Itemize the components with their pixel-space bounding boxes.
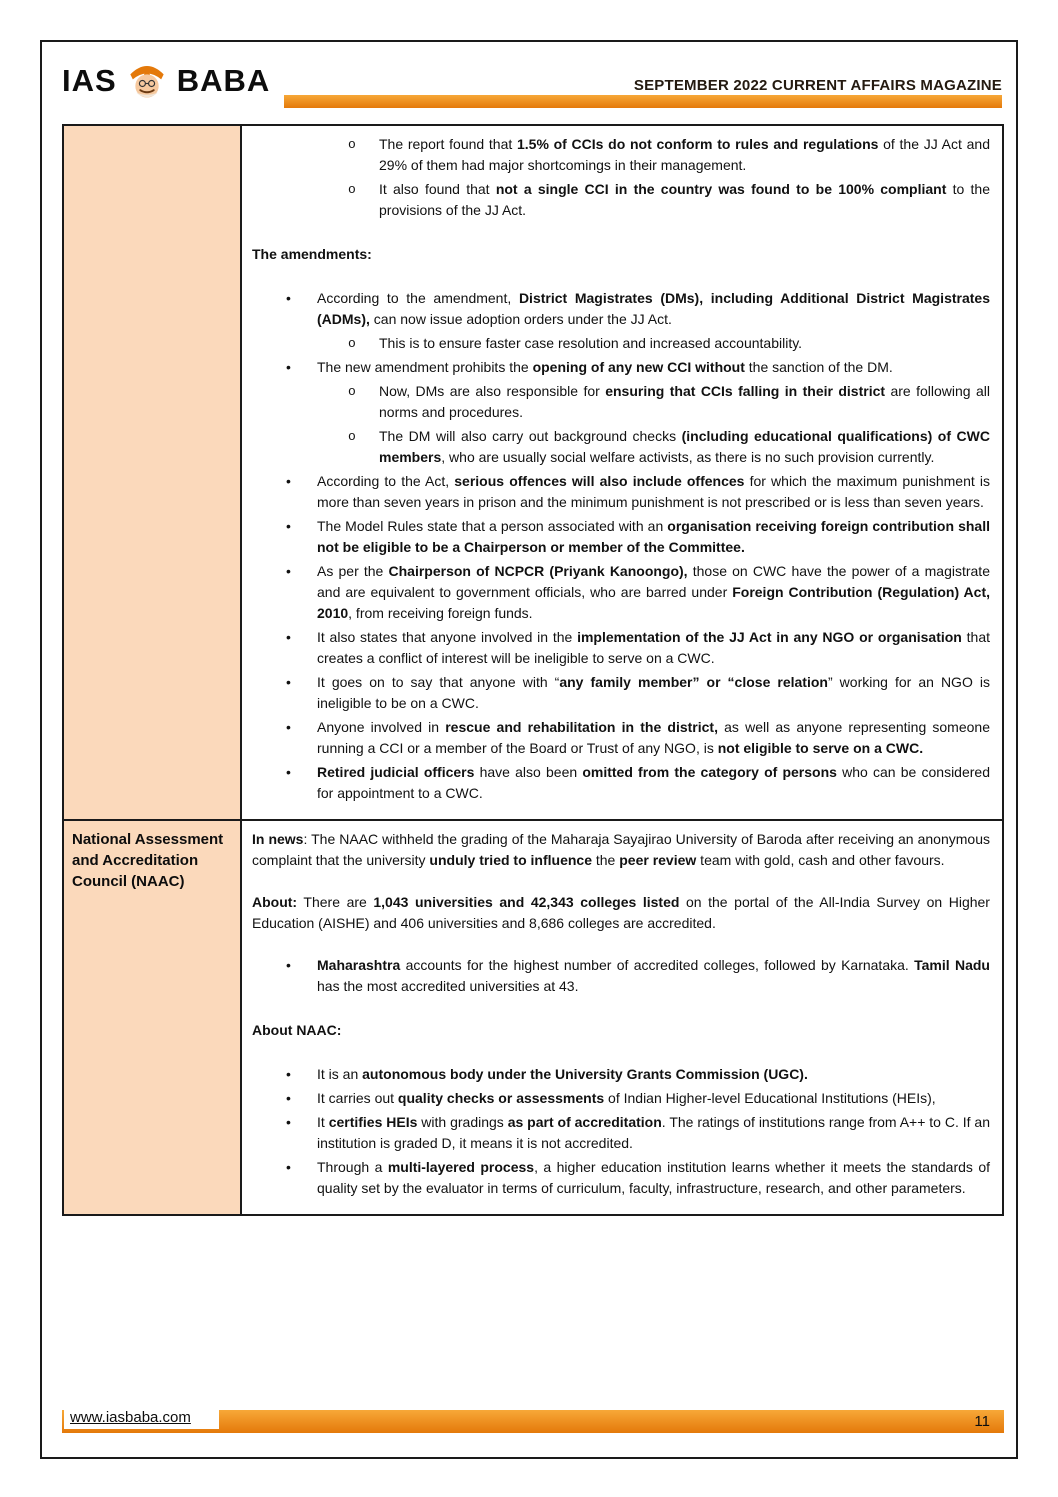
circle-bullet-marker: o [348,182,356,197]
text-content: Through a multi-layered process, a higher education institution learns whether it meets the standards of quality set by the evaluator in terms of curriculum, faculty, infrastructure, research, and other parameters. [317,1159,991,1196]
disc-bullet-marker: • [286,473,291,489]
bullet-item [286,627,990,669]
text-content: The report found that 1.5% of CCIs do not conform to rules and regulations of the JJ Act and 29% of them had major shortcomings in their management. [379,136,990,173]
text-content: It goes on to say that anyone with “any family member” or “close relation” working for an NGO is ineligible to be on a CWC. [317,674,990,711]
text-content: As per the Chairperson of NCPCR (Priyank Kanoongo), those on CWC have the power of a magistrate and are equivalent to government officials, who are barred under Foreign Contribution (Regulation) Act, 2010, from receiving foreign funds. [317,563,991,621]
logo-text-ias: IAS [62,63,117,98]
page [40,40,1018,1459]
bullet-item [286,1064,990,1085]
bullet-item [286,471,990,513]
bullet-item [286,717,990,759]
bullet-item [286,955,990,997]
sub-bullet-item [348,179,990,221]
bullet-item [286,288,990,330]
text-content: The amendments: [252,246,372,262]
table-row [64,126,1002,819]
disc-bullet-marker: • [286,518,291,534]
text-content: This is to ensure faster case resolution and increased accountability. [379,335,803,351]
bullet-item [286,762,990,804]
circle-bullet-marker: o [348,137,356,152]
disc-bullet-marker: • [286,957,291,973]
bullet-item [286,561,990,624]
disc-bullet-marker: • [286,290,291,306]
table-row [64,819,1002,1214]
text-content: The new amendment prohibits the opening of any new CCI without the sanction of the DM. [317,359,893,375]
circle-bullet-marker: o [348,384,356,399]
iasbaba-mascot-icon [122,56,172,106]
header [42,42,1016,108]
header-accent-bar [284,95,1002,108]
bullet-item [286,1157,990,1199]
disc-bullet-marker: • [286,764,291,780]
header-right [284,77,1002,108]
disc-bullet-marker: • [286,359,291,375]
sub-bullet-item [348,134,990,176]
bullet-item [286,1088,990,1109]
text-content: It also found that not a single CCI in the country was found to be 100% compliant to the provisions of the JJ Act. [379,181,991,218]
text-content: About: There are 1,043 universities and 42,343 colleges listed on the portal of the All-India Survey on Higher Education (AISHE) and 406 universities and 8,686 colleges are accredited. [252,894,990,931]
circle-bullet-marker: o [348,336,356,351]
text-content: Anyone involved in rescue and rehabilitation in the district, as well as anyone representing someone running a CCI or a member of the Board or Trust of any NGO, is not eligible to serve on a CWC. [317,719,990,756]
magazine-title: SEPTEMBER 2022 CURRENT AFFAIRS MAGAZINE [633,77,1002,94]
text-content: About NAAC: [252,1022,342,1038]
page-number: 11 [974,1413,990,1430]
disc-bullet-marker: • [286,629,291,645]
sub-bullet-item [348,426,990,468]
paragraph [252,829,990,871]
topic-cell [64,126,242,819]
disc-bullet-marker: • [286,1159,291,1175]
topic-title: National Assessment and Accreditation Council (NAAC) [72,831,224,890]
text-content: In news: The NAAC withheld the grading of the Maharaja Sayajirao University of Baroda after receiving an anonymous complaint that the university unduly tried to influence the peer review team with gold, cash and other favours. [252,831,990,868]
section-heading [252,1020,990,1041]
circle-bullet-marker: o [348,429,356,444]
logo-text-baba: BABA [176,63,271,98]
disc-bullet-marker: • [286,1066,291,1082]
text-content: Maharashtra accounts for the highest number of accredited colleges, followed by Karnataka. Tamil Nadu has the most accredited universities at 43. [317,957,990,994]
content-cell [242,821,1002,1214]
text-content: According to the amendment, District Magistrates (DMs), including Additional District Magistrates (ADMs), can now issue adoption orders under the JJ Act. [317,290,990,327]
bullet-item [286,1112,990,1154]
text-content: According to the Act, serious offences will also include offences for which the maximum punishment is more than seven years in prison and the minimum punishment is not prescribed or is less than seven years. [317,473,990,510]
bullet-item [286,516,990,558]
text-content: Now, DMs are also responsible for ensuring that CCIs falling in their district are following all norms and procedures. [379,383,990,420]
disc-bullet-marker: • [286,674,291,690]
text-content: It also states that anyone involved in the implementation of the JJ Act in any NGO or organisation that creates a conflict of interest will be ineligible to serve on a CWC. [317,629,990,666]
disc-bullet-marker: • [286,1090,291,1106]
bullet-item [286,357,990,378]
text-content: The DM will also carry out background checks (including educational qualifications) of CWC members, who are usually social welfare activists, as there is no such provision currently. [379,428,990,465]
text-content: It is an autonomous body under the University Grants Commission (UGC). [317,1066,808,1082]
text-content: The Model Rules state that a person associated with an organisation receiving foreign contribution shall not be eligible to be a Chairperson or member of the Committee. [317,518,990,555]
sub-bullet-item [348,333,990,354]
footer-accent-bar [62,1410,1004,1433]
content-cell [242,126,1002,819]
website-link[interactable]: www.iasbaba.com [64,1406,219,1429]
section-heading [252,244,990,265]
paragraph [252,892,990,934]
content-table [62,124,1004,1216]
disc-bullet-marker: • [286,719,291,735]
footer [62,1410,1004,1433]
iasbaba-logo [62,56,270,108]
text-content: Retired judicial officers have also been omitted from the category of persons who can be considered for appointment to a CWC. [317,764,990,801]
disc-bullet-marker: • [286,563,291,579]
topic-cell [64,821,242,1214]
sub-bullet-item [348,381,990,423]
bullet-item [286,672,990,714]
text-content: It carries out quality checks or assessments of Indian Higher-level Educational Institutions (HEIs), [317,1090,936,1106]
disc-bullet-marker: • [286,1114,291,1130]
text-content: It certifies HEIs with gradings as part of accreditation. The ratings of institutions range from A++ to C. If an institution is graded D, it means it is not accredited. [317,1114,991,1151]
